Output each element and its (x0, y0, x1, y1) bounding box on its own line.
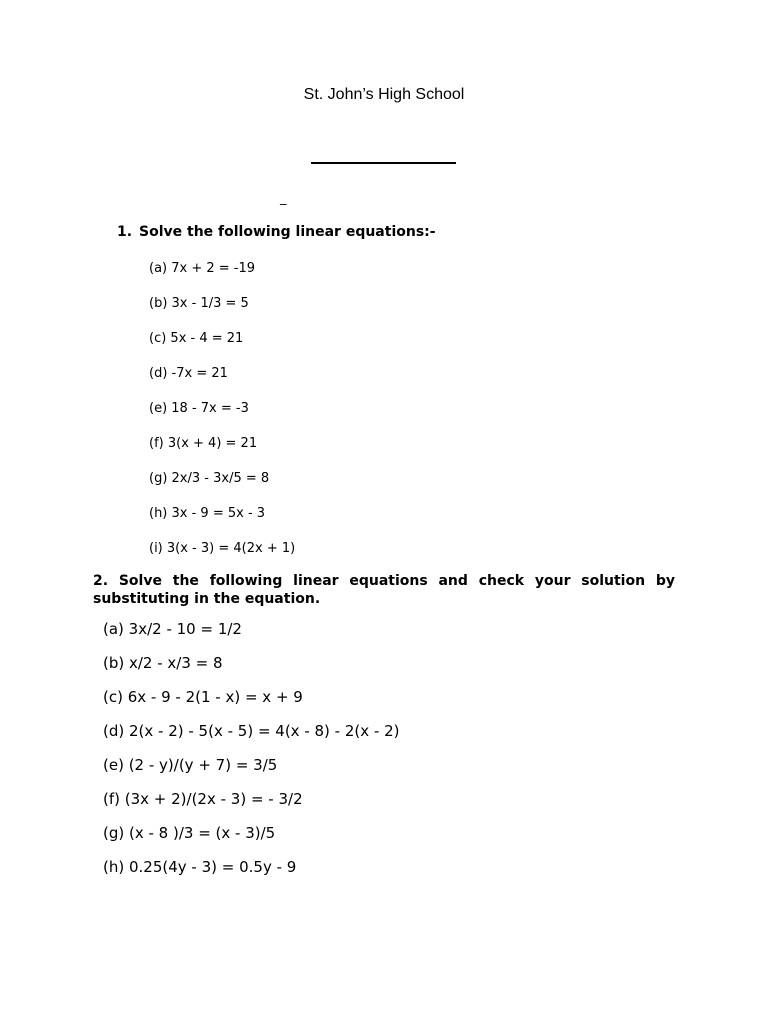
equation-1i: (i) 3(x - 3) = 4(2x + 1) (149, 541, 296, 556)
equation-2c: (c) 6x - 9 - 2(1 - x) = x + 9 (103, 688, 303, 706)
equation-1b: (b) 3x - 1/3 = 5 (149, 296, 249, 311)
equation-1c: (c) 5x - 4 = 21 (149, 331, 244, 346)
equation-2h: (h) 0.25(4y - 3) = 0.5y - 9 (103, 858, 297, 876)
equation-1a: (a) 7x + 2 = -19 (149, 261, 256, 276)
name-blank-line (311, 162, 456, 164)
equation-2a: (a) 3x/2 - 10 = 1/2 (103, 620, 242, 638)
equation-1g: (g) 2x/3 - 3x/5 = 8 (149, 471, 270, 486)
school-title: St. John’s High School (303, 86, 465, 103)
equation-2g: (g) (x - 8 )/3 = (x - 3)/5 (103, 824, 276, 842)
equation-1d: (d) -7x = 21 (149, 366, 228, 381)
equation-1f: (f) 3(x + 4) = 21 (149, 436, 258, 451)
question-2-heading: 2. Solve the following linear equations and check your solution by substituting in the equation. (93, 573, 675, 607)
question-2-list (103, 619, 399, 891)
equation-2e: (e) (2 - y)/(y + 7) = 3/5 (103, 756, 278, 774)
equation-1e: (e) 18 - 7x = -3 (149, 401, 249, 416)
question-1-heading (117, 224, 436, 240)
dash-mark: _ (280, 191, 287, 206)
question-1-list (149, 260, 295, 575)
question-1-number: 1. (117, 224, 133, 240)
equation-1h: (h) 3x - 9 = 5x - 3 (149, 506, 266, 521)
equation-2d: (d) 2(x - 2) - 5(x - 5) = 4(x - 8) - 2(x - 2) (103, 722, 400, 740)
equation-2f: (f) (3x + 2)/(2x - 3) = - 3/2 (103, 790, 303, 808)
question-1-text: Solve the following linear equations:- (139, 224, 436, 240)
equation-2b: (b) x/2 - x/3 = 8 (103, 654, 223, 672)
